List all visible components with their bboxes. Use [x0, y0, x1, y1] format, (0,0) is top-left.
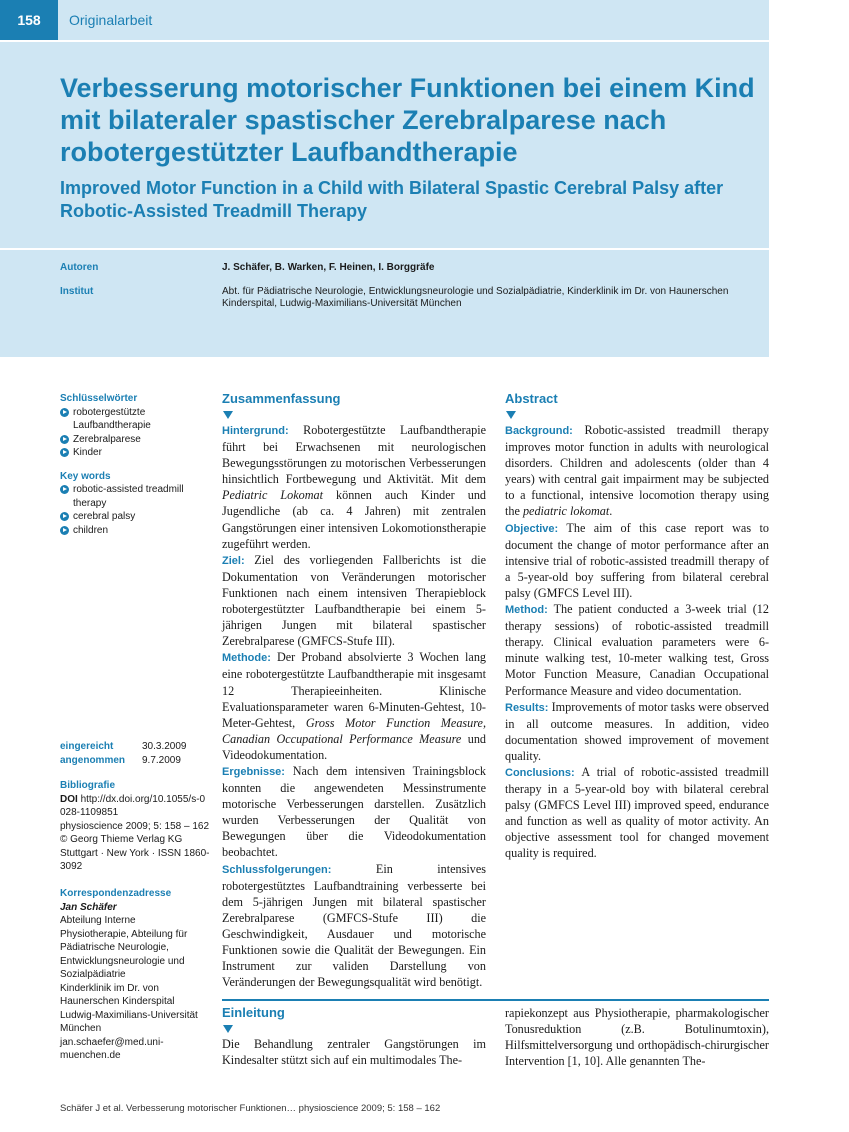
ergebnisse-label: Ergebnisse:: [222, 765, 285, 778]
corr-email-line[interactable]: jan.schaefer@med.uni-: [60, 1036, 164, 1048]
title-german-line: mit bilateraler spastischer Zerebralparese nach: [60, 105, 667, 135]
footer-citation: Schäfer J et al. Verbesserung motorischer Funktionen… physioscience 2009; 5: 158 – 162: [60, 1103, 441, 1114]
einleitung-heading: Einleitung: [222, 1005, 285, 1020]
triangle-down-icon: [506, 411, 516, 419]
dates-block: [60, 740, 210, 767]
einleitung-left: [222, 1005, 486, 1068]
bullet-arrow-icon: [60, 408, 69, 417]
zusammenfassung-heading: Zusammenfassung: [222, 391, 341, 406]
schluss-label: Schlussfolgerungen:: [222, 863, 332, 876]
bullet-arrow-icon: [60, 448, 69, 457]
schluss-paragraph: Schlussfolgerungen: Ein intensives robotergestütztes Laufbandtraining verbesserte bei dem 5-jährigen Jungen mit bilateral spastischer Zerebralparese (GMFCS-Stufe III) die Geschwindigkeit, Ausdauer und motorische Funktionen sowie die Qualität der Bewegungen. Ein Instrument zur validen Darstellung von Veränderungen der Bewegungsqualität wird benötigt.: [222, 861, 487, 990]
institute: Abt. für Pädiatrische Neurologie, Entwicklungsneurologie und Sozialpädiatrie, Kinderklinik im Dr. von Haunerschen Kinderspital, Ludwig-Maximilians-Universität München: [222, 286, 729, 309]
corr-heading: Korrespondenzadresse: [60, 888, 172, 899]
methode-label: Methode:: [222, 652, 271, 665]
authors-block: [0, 250, 769, 357]
received-label: eingereicht: [60, 741, 114, 752]
triangle-down-icon: [223, 1025, 233, 1033]
corr-email-line[interactable]: muenchen.de: [60, 1050, 121, 1061]
bullet-arrow-icon: [60, 512, 69, 521]
corr-line: Entwicklungsneurologie und: [60, 955, 185, 967]
einleitung-text-right: rapiekonzept aus Physiotherapie, pharmakologischer Tonusreduktion (z.B. Botulinumtoxin), Hilfsmittelversorgung und orthopädisch-chirurgischer Intervention [1, 10]. Alle genannten The-: [505, 1006, 769, 1069]
received-date: 30.3.2009: [142, 741, 187, 752]
corr-line: München: [60, 1023, 102, 1034]
keywords-sidebar: [60, 392, 210, 537]
conclusions-label: Conclusions:: [505, 766, 575, 779]
bibliography-block: [60, 779, 210, 874]
corr-line: Physiotherapie, Abteilung für: [60, 928, 188, 940]
title-german-line: robotergestützter Laufbandtherapie: [60, 137, 518, 167]
accepted-label: angenommen: [60, 754, 126, 766]
keywords-en-heading: Key words: [60, 470, 111, 482]
results-label: Results:: [505, 701, 549, 714]
keywords-en-list: [60, 483, 210, 537]
ziel-paragraph: Ziel: Ziel des vorliegenden Fallberichts ist die Dokumentation von Veränderungen motorischer Funktionen nach einem intensiven Therapieblock robotergestützter Laufbandtherapie bei einem 5-jährigen Jungen mit bilateral spastischer Zerebralparese (GMFCS-Stufe III).: [222, 552, 486, 649]
objective-label: Objective:: [505, 522, 559, 535]
results-paragraph: Results: Improvements of motor tasks were observed in all outcome measures. In addition, video documentation showed improvement of movement quality.: [505, 699, 770, 763]
bullet-arrow-icon: [60, 435, 69, 444]
hintergrund-label: Hintergrund:: [222, 425, 289, 437]
title-english-line: Improved Motor Function in a Child with Bilateral Spastic Cerebral Palsy after: [60, 178, 724, 198]
methode-paragraph: Methode: Der Proband absolvierte 3 Wochen lang eine robotergestützte Laufbandtherapie mit insgesamt 12 Therapieeinheiten. Klinische Evaluationsparameter waren 6-Minuten-Gehtest, 10-Meter-Gehtest, Gross Motor Function Measure, Canadian Occupational Performance Measure und Videodokumentation.: [222, 650, 487, 762]
keyword-item: Kinder: [60, 446, 210, 460]
section-label: Originalarbeit: [69, 12, 153, 28]
keyword-item: robotic-assisted treadmill therapy: [60, 483, 210, 510]
corr-line: Haunerschen Kinderspital: [60, 996, 175, 1007]
title-german-line: Verbesserung motorischer Funktionen bei einem Kind: [60, 73, 755, 103]
title-english: [60, 177, 760, 223]
title-header: [0, 42, 769, 248]
keywords-de-list: [60, 406, 210, 460]
title-english-line: Robotic-Assisted Treadmill Therapy: [60, 201, 368, 221]
doi-line: [60, 793, 210, 820]
keyword-item: cerebral palsy: [60, 510, 210, 524]
keyword-item: children: [60, 524, 210, 538]
accepted-date: 9.7.2009: [142, 754, 181, 766]
background-paragraph: Background: Robotic-assisted treadmill therapy improves motor function in adults with neurological disorders. Children and adolescents (older than 4 years) with central gait impairment may be subjected to a functional, intensive locomotion therapy using the pediatric lokomat.: [505, 423, 769, 519]
conclusions-paragraph: Conclusions: A trial of robotic-assisted treadmill therapy in a 5-year-old boy with bilateral cerebral palsy (GMFCS Level III) improved speed, endurance and function as well as quality of motor activity. An objective assessment tool for changed movement quality is required.: [505, 764, 769, 861]
method-label: Method:: [505, 604, 548, 617]
zusammenfassung-column: [222, 391, 486, 990]
corr-line: Sozialpädiatrie: [60, 969, 126, 980]
biblio-heading: Bibliografie: [60, 780, 116, 791]
page-number: 158: [0, 0, 58, 40]
title-german: [60, 72, 760, 168]
objective-paragraph: Objective: The aim of this case report was to document the change of motor performance after an intensive trial of robotic-assisted treadmill therapy of a 5-year-old boy suffering from bilateral cerebral palsy (GMFCS Level III).: [505, 520, 770, 600]
doi-label: DOI: [60, 793, 78, 805]
einleitung-right: [505, 1005, 769, 1069]
ziel-label: Ziel:: [222, 554, 245, 567]
biblio-text: physioscience 2009; 5: 158 – 162 © Georg Thieme Verlag KG Stuttgart · New York · ISSN 1860-3092: [60, 820, 210, 872]
doi-link[interactable]: http://dx.doi.org/10.1055/s-0028-1109851: [60, 793, 206, 818]
accepted-row: [60, 754, 210, 768]
authors: J. Schäfer, B. Warken, F. Heinen, I. Borggräfe: [222, 262, 435, 273]
method-paragraph: Method: The patient conducted a 3-week trial (12 therapy sessions) of robotic-assisted treadmill therapy. Clinical evaluation parameters were 6-minute walking test, 10-meter walking test, Gross Motor Function Measure, Canadian Occupational Performance Measure and video documentation.: [505, 602, 769, 698]
corr-line: Ludwig-Maximilians-Universität: [60, 1009, 198, 1021]
corr-line: Kinderklinik im Dr. von: [60, 982, 159, 994]
keywords-de-heading: Schlüsselwörter: [60, 393, 138, 404]
bullet-arrow-icon: [60, 485, 69, 494]
keyword-item: robotergestützte Laufbandtherapie: [60, 406, 210, 433]
section-divider: [222, 999, 769, 1001]
ergebnisse-paragraph: Ergebnisse: Nach dem intensiven Trainingsblock konnten die angewendeten Messinstrumente motorische Verbesserungen darstellen. Zusätzlich wurden Verbesserungen der Qualität von Bewegungen über die Videodokumentation beobachtet.: [222, 763, 486, 860]
corr-line: Pädiatrische Neurologie,: [60, 942, 169, 953]
keyword-item: Zerebralparese: [60, 433, 210, 447]
abstract-heading: Abstract: [505, 391, 558, 406]
bullet-arrow-icon: [60, 526, 69, 535]
received-row: [60, 740, 210, 754]
hintergrund-paragraph: Hintergrund: Robotergestützte Laufbandtherapie führt bei Erwachsenen mit neurologischen Bewegungsstörungen zu motorischen Verbesserungen hinsichtlich Fortbewegung und Aktivität. Mit dem Pediatric Lokomat können auch Kinder und Jugendliche (ab ca. 4 Jahren) mit zentralen Gangstörungen einer intensiven Lokomotionstherapie zugeführt werden.: [222, 423, 487, 551]
triangle-down-icon: [223, 411, 233, 419]
authors-label: Autoren: [60, 262, 99, 273]
correspondence-block: [60, 887, 210, 1063]
corr-name: Jan Schäfer: [60, 901, 117, 913]
background-label: Background:: [505, 425, 573, 437]
corr-line: Abteilung Interne: [60, 915, 136, 926]
einleitung-text-left: Die Behandlung zentraler Gangstörungen im Kindesalter stützt sich auf ein multimodales The-: [222, 1037, 486, 1068]
abstract-column: [505, 391, 769, 862]
institute-label: Institut: [60, 286, 94, 297]
